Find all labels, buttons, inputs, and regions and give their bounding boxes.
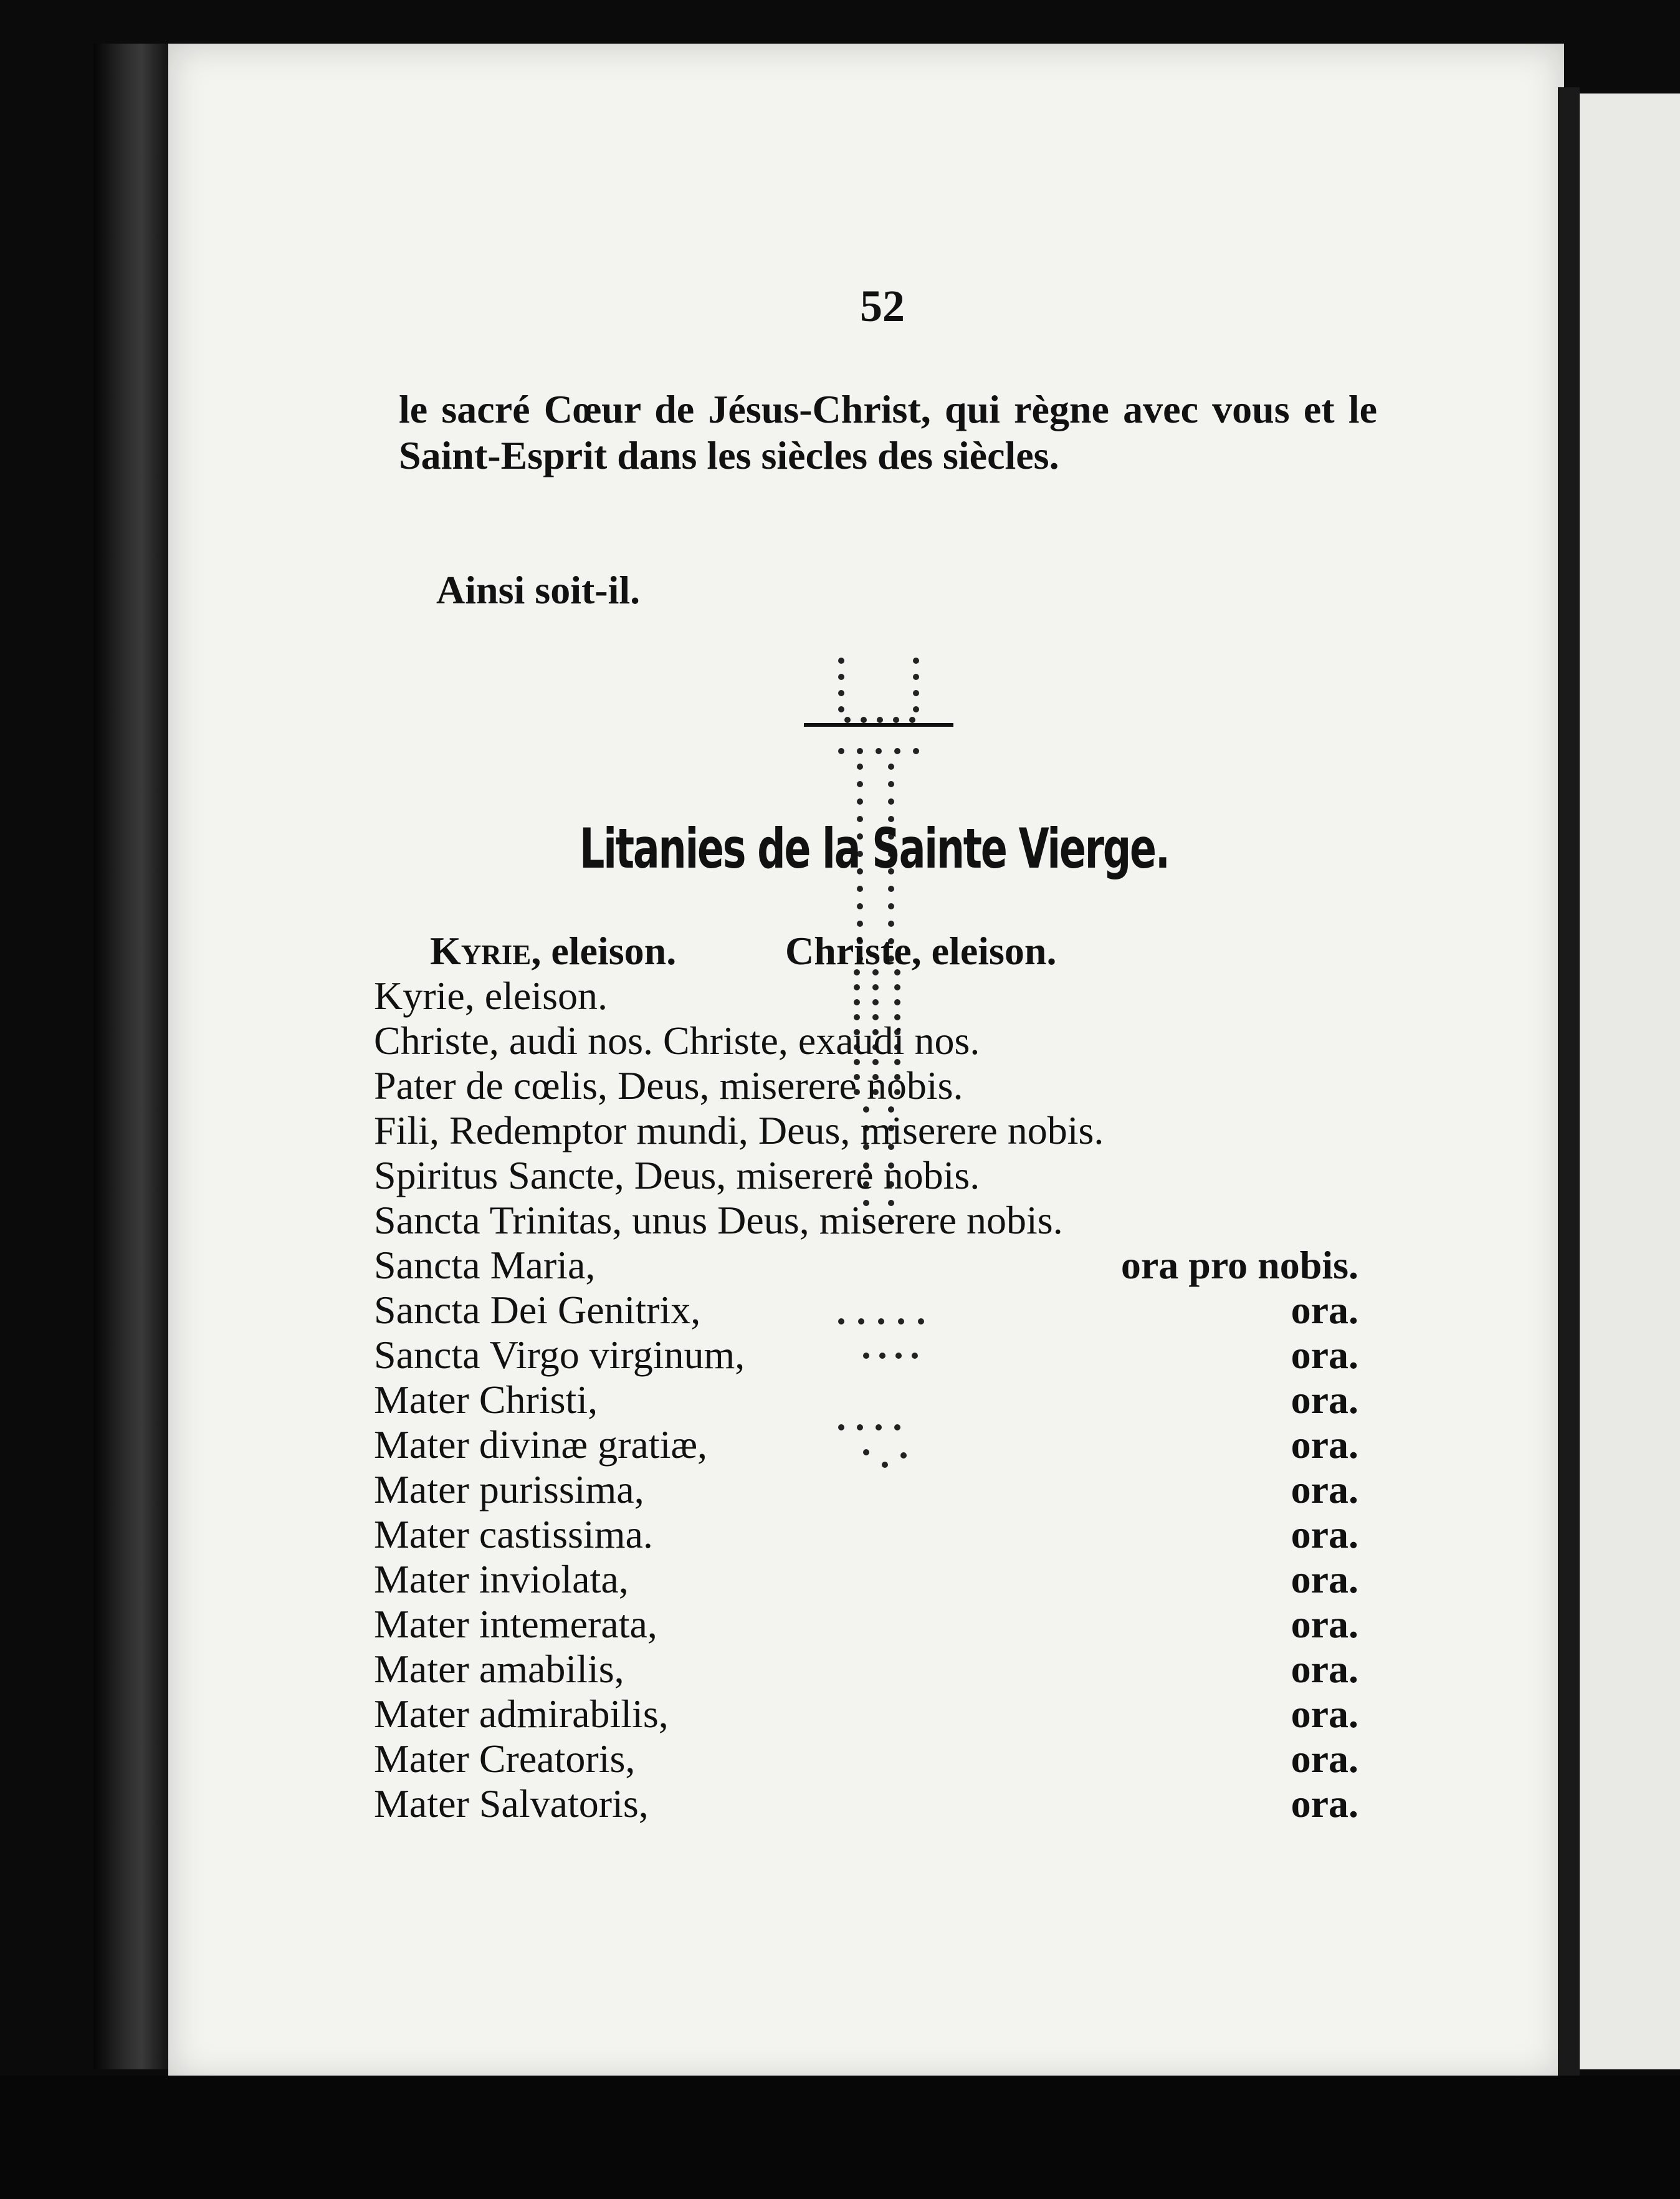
ornament-dot [888, 921, 894, 927]
page-number: 52 [860, 281, 905, 331]
ornament-dot [909, 717, 915, 723]
ornament-dot [913, 748, 919, 754]
litany-row [374, 1692, 1358, 1737]
litany-row [374, 1647, 1358, 1692]
litany-row [374, 1333, 1358, 1377]
litany-response: ora. [1291, 1602, 1358, 1646]
closing-amen: Ainsi soit-il. [436, 568, 641, 612]
litany-invocation: Pater de cœlis, Deus, miserere nobis. [374, 1063, 963, 1108]
litany-response: ora. [1291, 1512, 1358, 1556]
ornament-dot [838, 748, 844, 754]
ornament-dot [857, 748, 863, 754]
ornament-dot [838, 690, 844, 696]
ornament-dot [857, 798, 863, 805]
litany-invocation: Christe, audi nos. Christe, exaudi nos. [374, 1018, 980, 1063]
litany-invocation: Mater purissima, [374, 1467, 644, 1512]
litany-invocation: Mater Creatoris, [374, 1737, 636, 1781]
ornament-dot [857, 903, 863, 909]
litany-invocation: Mater inviolata, [374, 1557, 629, 1601]
litany-invocation: Mater intemerata, [374, 1602, 657, 1646]
litany-kyrie-rest: , eleison. [531, 929, 677, 973]
litany-row [374, 1108, 1358, 1153]
litany-row [374, 1288, 1358, 1333]
litany-row [374, 1198, 1358, 1243]
litany-row [374, 1243, 1358, 1288]
litany-response: ora. [1291, 1781, 1358, 1826]
ornament-dot [838, 658, 844, 664]
litany-row [374, 1781, 1358, 1826]
ornament-dot [876, 748, 882, 754]
ornament-dot [894, 748, 900, 754]
ornament-dot [888, 764, 894, 770]
ornament-dot [913, 658, 919, 664]
litany-row [374, 1557, 1358, 1602]
ornament-dot [857, 886, 863, 892]
litany-list [374, 929, 1358, 1826]
ornament-dot [888, 903, 894, 909]
litany-invocation: Mater amabilis, [374, 1647, 624, 1691]
litany-kyrie-smallcaps: Kyrie [430, 929, 532, 973]
litany-row [374, 1467, 1358, 1512]
litany-response: ora. [1291, 1377, 1358, 1422]
litany-invocation: Mater Salvatoris, [374, 1781, 649, 1826]
ornament-dot [888, 798, 894, 805]
litany-invocation: Spiritus Sancte, Deus, miserere nobis. [374, 1153, 980, 1197]
litany-response: ora. [1291, 1288, 1358, 1332]
litany-invocation: Mater divinæ gratiæ, [374, 1422, 708, 1467]
ornament-dot [857, 781, 863, 787]
ornament-dot [913, 690, 919, 696]
litany-row [374, 974, 1358, 1018]
litany-response: ora. [1291, 1557, 1358, 1601]
litany-row [374, 1018, 1358, 1063]
litany-row [374, 1422, 1358, 1467]
opening-paragraph: le sacré Cœur de Jésus-Christ, qui règne avec vous et le Saint-Esprit dans les siècles des siècles. [399, 387, 1377, 477]
ornament-dot [888, 886, 894, 892]
litany-row [374, 1063, 1358, 1108]
litany-invocation: Mater Christi, [374, 1377, 598, 1422]
ornament-dot [844, 717, 851, 723]
litany-row [374, 1737, 1358, 1781]
litany-invocation: Sancta Dei Genitrix, [374, 1288, 701, 1332]
ornament-dot [913, 674, 919, 680]
ornament-dot [857, 764, 863, 770]
litany-first-line [374, 929, 1358, 974]
ornament-dot [877, 717, 883, 723]
litany-invocation: Mater castissima. [374, 1512, 653, 1556]
litany-response: ora. [1291, 1647, 1358, 1691]
ornament-dot [838, 706, 844, 712]
litany-invocation: Sancta Virgo virginum, [374, 1333, 745, 1377]
litany-response: ora pro nobis. [1120, 1243, 1358, 1287]
ornament-dot [861, 717, 867, 723]
ornament-dot [913, 706, 919, 712]
litany-invocation: Sancta Trinitas, unus Deus, miserere nobis. [374, 1198, 1063, 1242]
litany-row [374, 1512, 1358, 1557]
ornament-dot [838, 674, 844, 680]
litany-invocation: Kyrie, eleison. [374, 974, 608, 1018]
litany-invocation: Mater admirabilis, [374, 1692, 669, 1736]
litany-row [374, 1602, 1358, 1647]
litany-response: ora. [1291, 1737, 1358, 1781]
litany-row [374, 1377, 1358, 1422]
section-rule [804, 723, 953, 727]
litany-invocation: Fili, Redemptor mundi, Deus, miserere nobis. [374, 1108, 1104, 1152]
litany-response: ora. [1291, 1422, 1358, 1467]
litany-response: ora. [1291, 1692, 1358, 1736]
litany-christe: Christe, eleison. [785, 929, 1057, 973]
ornament-dot [857, 921, 863, 927]
litany-invocation: Sancta Maria, [374, 1243, 596, 1287]
litany-row [374, 1153, 1358, 1198]
litany-response: ora. [1291, 1467, 1358, 1512]
ornament-dot [893, 717, 899, 723]
litany-response: ora. [1291, 1333, 1358, 1377]
scan-background [0, 2076, 1680, 2199]
ornament-dot [888, 781, 894, 787]
page-gutter [1558, 87, 1580, 2082]
section-title: Litanies de la Sainte Vierge. [580, 817, 1169, 881]
facing-page-edge [1580, 93, 1680, 2069]
book-spine [93, 44, 181, 2069]
